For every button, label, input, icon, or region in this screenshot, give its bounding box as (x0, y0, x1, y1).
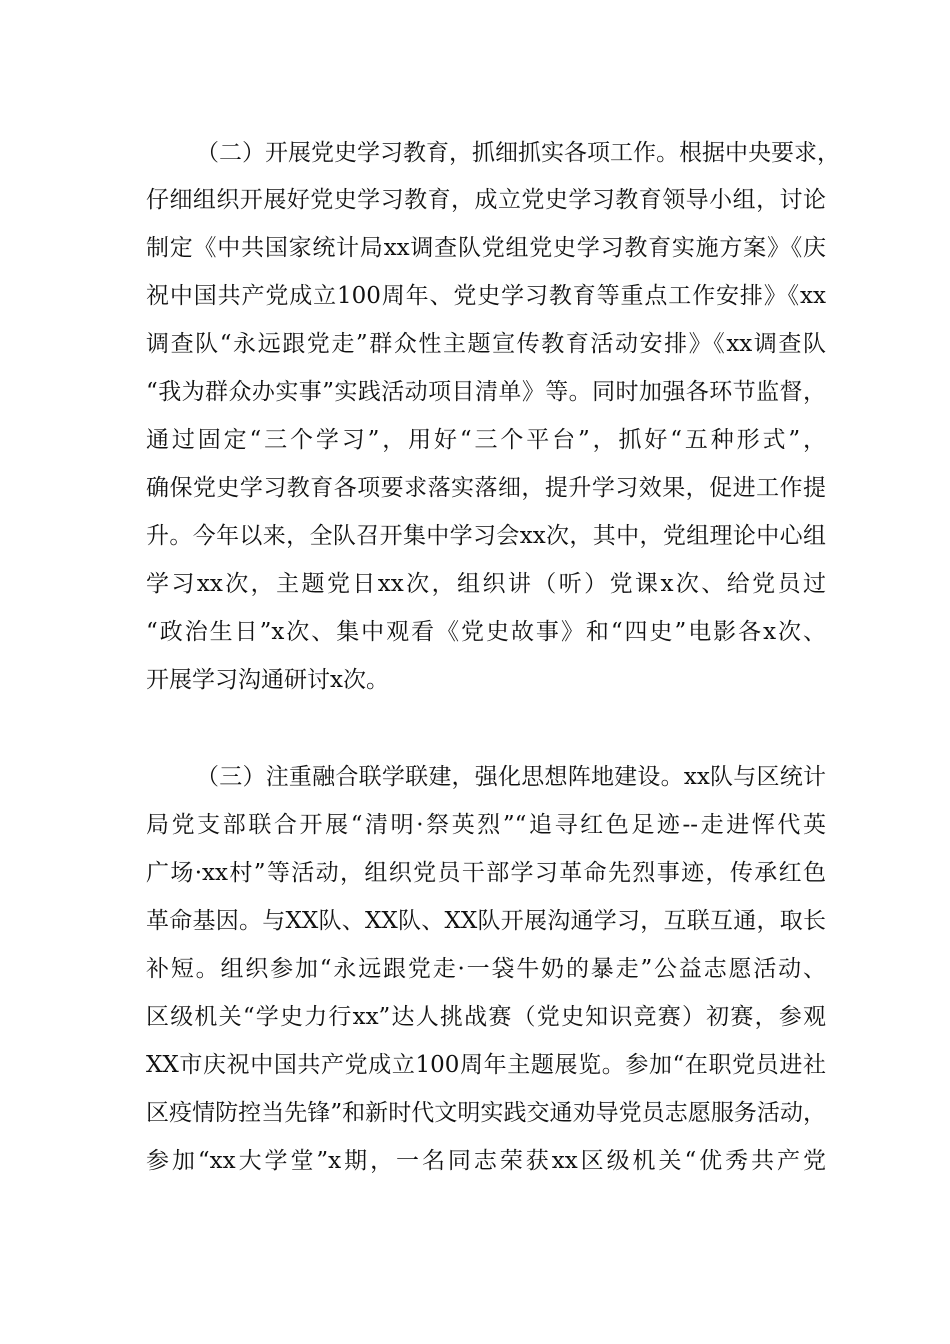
paragraph-line: 学习xx次，主题党日xx次，组织讲（听）党课x次、给党员过 (146, 571, 826, 597)
paragraph-line: 制定《中共国家统计局xx调查队党组党史学习教育实施方案》《庆 (146, 235, 826, 261)
paragraph-line: 革命基因。与XX队、XX队、XX队开展沟通学习，互联互通，取长 (146, 908, 826, 934)
paragraph-line: 仔细组织开展好党史学习教育，成立党史学习教育领导小组，讨论 (146, 187, 826, 213)
paragraph-line: 调查队“永远跟党走”群众性主题宣传教育活动安排》《xx调查队 (146, 331, 826, 357)
paragraph-line: 补短。组织参加“永远跟党走·一袋牛奶的暴走”公益志愿活动、 (146, 956, 826, 982)
paragraph-line: 通过固定“三个学习”，用好“三个平台”，抓好“五种形式”， (146, 427, 826, 453)
paragraph-line: （三）注重融合联学联建，强化思想阵地建设。xx队与区统计 (196, 764, 826, 790)
paragraph-line: 确保党史学习教育各项要求落实落细，提升学习效果，促进工作提 (146, 475, 826, 501)
paragraph-line: 参加“xx大学堂”x期，一名同志荣获xx区级机关“优秀共产党 (146, 1148, 826, 1174)
paragraph-line: 广场·xx村”等活动，组织党员干部学习革命先烈事迹，传承红色 (146, 860, 826, 886)
paragraph-line: 区疫情防控当先锋”和新时代文明实践交通劝导党员志愿服务活动， (146, 1100, 826, 1126)
paragraph-line: 升。今年以来，全队召开集中学习会xx次，其中，党组理论中心组 (146, 523, 826, 549)
paragraph-line: “政治生日”x次、集中观看《党史故事》和“四史”电影各x次、 (146, 619, 826, 645)
paragraph-line: XX市庆祝中国共产党成立100周年主题展览。参加“在职党员进社 (146, 1052, 826, 1078)
paragraph-line: “我为群众办实事”实践活动项目清单》等。同时加强各环节监督， (146, 379, 826, 405)
paragraph-line: 局党支部联合开展“清明·祭英烈”“追寻红色足迹--走进恽代英 (146, 812, 826, 838)
paragraph-line: 区级机关“学史力行xx”达人挑战赛（党史知识竞赛）初赛，参观 (146, 1004, 826, 1030)
paragraph-line: 开展学习沟通研讨x次。 (146, 667, 389, 693)
paragraph-line: （二）开展党史学习教育，抓细抓实各项工作。根据中央要求， (196, 140, 840, 166)
paragraph-line: 祝中国共产党成立100周年、党史学习教育等重点工作安排》《xx (146, 283, 826, 309)
